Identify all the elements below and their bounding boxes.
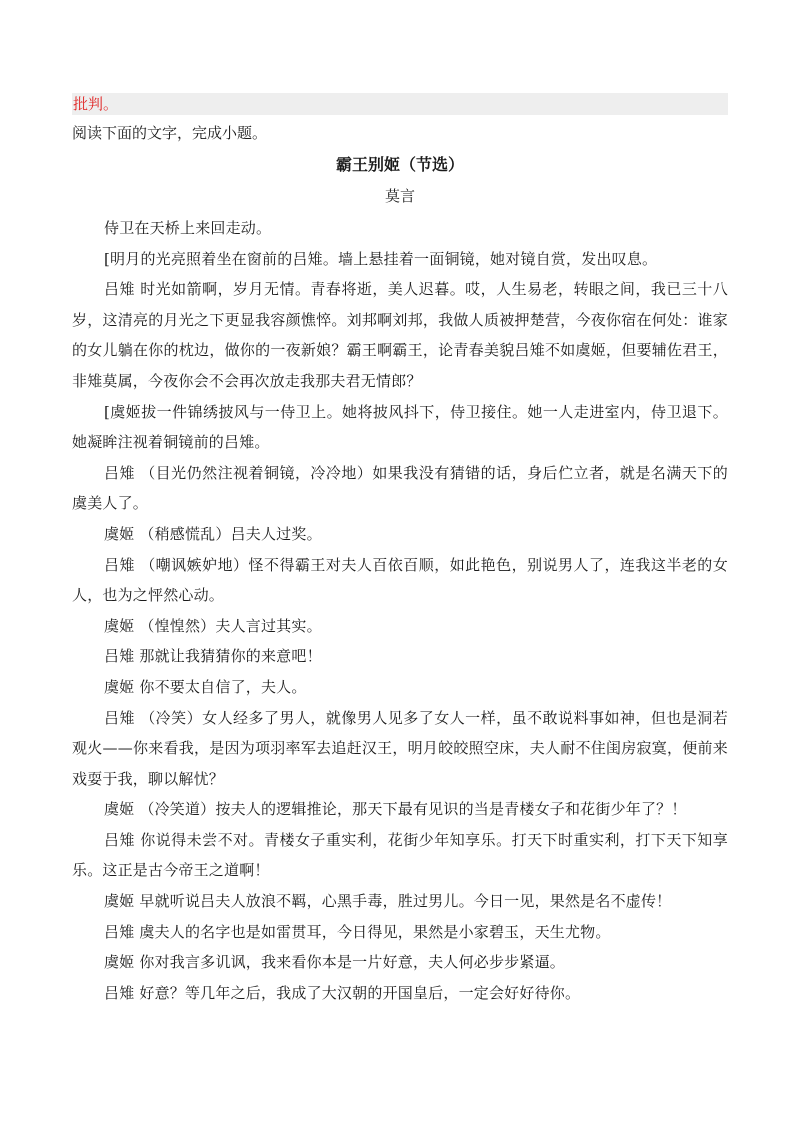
paragraph: 虞姬 （冷笑道）按夫人的逻辑推论，那天下最有见识的当是青楼女子和花街少年了？！ bbox=[104, 800, 687, 819]
paragraph: 吕雉 （嘲讽嫉妒地）怪不得霸王对夫人百依百顺，如此艳色，别说男人了，连我这半老的女人，也为之怦然心动。 bbox=[72, 555, 728, 605]
instruction-text: 阅读下面的文字，完成小题。 bbox=[72, 124, 268, 142]
paragraph: 侍卫在天桥上来回走动。 bbox=[104, 219, 272, 237]
paragraph: 虞姬 （稍感慌乱）吕夫人过奖。 bbox=[104, 524, 322, 543]
paragraph: [虞姬拔一件锦绣披风与一侍卫上。她将披风抖下，侍卫接住。她一人走进室内，侍卫退下。她凝眸注视着铜镜前的吕雉。 bbox=[72, 402, 728, 452]
paragraph: 吕雉 （冷笑）女人经多了男人，就像男人见多了女人一样，虽不敢说料事如神，但也是洞若观火——你来看我，是因为项羽率军去追赶汉王，明月皎皎照空床，夫人耐不住闺房寂寞，便前来戏耍于我，聊以解忧？ bbox=[72, 708, 728, 788]
paragraph: 吕雉 那就让我猜猜你的来意吧！ bbox=[104, 647, 322, 666]
paragraph: 吕雉 虞夫人的名字也是如雷贯耳，今日得见，果然是小家碧玉，天生尤物。 bbox=[104, 922, 611, 941]
paragraph: 吕雉 你说得未尝不对。青楼女子重实利，花街少年知享乐。打天下时重实利，打下天下知享乐。这正是古今帝王之道啊！ bbox=[72, 830, 728, 880]
header-label: 批判。 bbox=[73, 95, 119, 113]
document-page bbox=[72, 93, 728, 1008]
paragraph: 虞姬 （惶惶然）夫人言过其实。 bbox=[104, 616, 322, 635]
paragraph: 虞姬 你不要太自信了，夫人。 bbox=[104, 677, 307, 696]
paragraph: 吕雉 时光如箭啊，岁月无情。青春将逝，美人迟暮。哎，人生易老，转眼之间，我已三十八岁，这清亮的月光之下更显我容颜憔悴。刘邦啊刘邦，我做人质被押楚营，今夜你宿在何处：谁家的女儿躺在你的枕边，做你的一夜新娘？霸王啊霸王，论青春美貌吕雉不如虞姬，但要辅佐君王，非雉莫属，今夜你会不会再次放走我那夫君无情郎？ bbox=[72, 280, 728, 390]
passage-body bbox=[72, 213, 728, 1008]
paragraph: 吕雉 好意？等几年之后，我成了大汉朝的开国皇后，一定会好好待你。 bbox=[104, 983, 581, 1002]
paragraph: 吕雉 （目光仍然注视着铜镜，冷冷地）如果我没有猜错的话，身后伫立者，就是名满天下的虞美人了。 bbox=[72, 463, 728, 513]
passage-title: 霸王别姬（节选） bbox=[335, 155, 464, 174]
paragraph: 虞姬 你对我言多讥讽，我来看你本是一片好意，夫人何必步步紧逼。 bbox=[104, 953, 565, 972]
paragraph: 虞姬 早就听说吕夫人放浪不羁，心黑手毒，胜过男儿。今日一见，果然是名不虚传！ bbox=[104, 892, 672, 911]
header-note-bar bbox=[72, 93, 728, 115]
paragraph: [明月的光亮照着坐在窗前的吕雉。墙上悬挂着一面铜镜，她对镜自赏，发出叹息。 bbox=[104, 249, 658, 268]
passage-author: 莫言 bbox=[384, 187, 415, 205]
